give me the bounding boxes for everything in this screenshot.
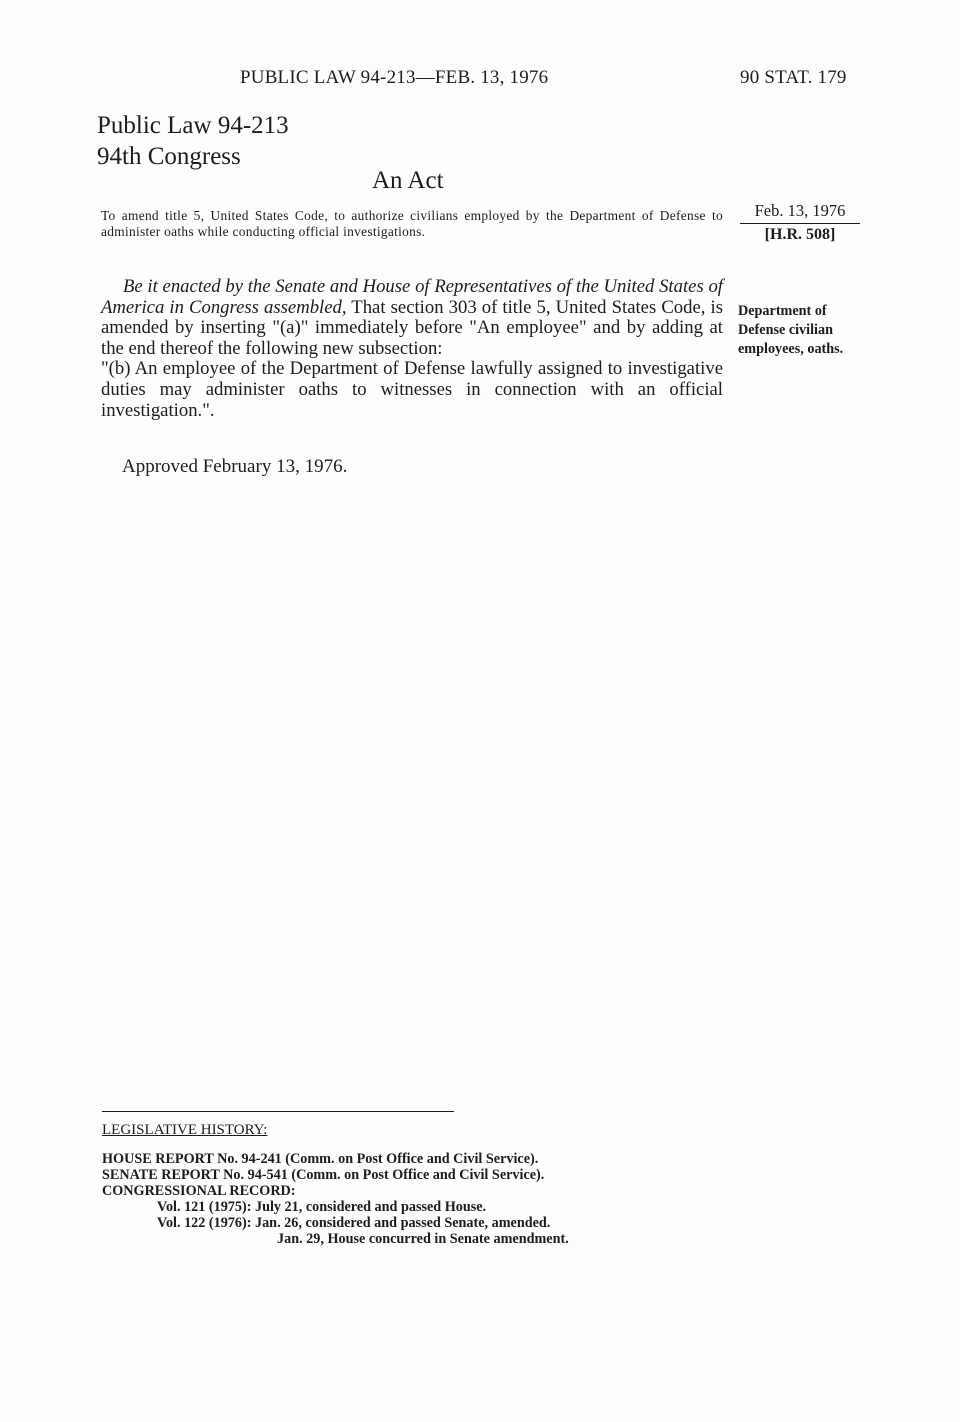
record-vol-121: Vol. 121 (1975): July 21, considered and passed House. <box>157 1198 487 1215</box>
act-purpose: To amend title 5, United States Code, to authorize civilians employed by the Department of Defense to administer oaths while conducting official investigations. <box>101 208 723 239</box>
margin-date: Feb. 13, 1976 <box>740 201 860 224</box>
side-note-line: Department of <box>738 303 827 319</box>
congressional-record-label: CONGRESSIONAL RECORD: <box>102 1182 296 1199</box>
enacting-text: That section 303 of title 5, United States Code, is amended by inserting "(a)" immediately before "An employee" and by adding at the end thereof the following new subsection: <box>101 296 723 359</box>
approval-date: Approved February 13, 1976. <box>122 456 348 477</box>
subsection-b-text: "(b) An employee of the Department of Defense lawfully assigned to investigative duties may administer oaths to witnesses in connection with an official investigation.". <box>101 358 723 421</box>
record-vol-122-continued: Jan. 29, House concurred in Senate amendment. <box>277 1230 569 1247</box>
enacting-clause: Be it enacted by the Senate and House of Representatives of the United States of America in Congress assembled, <box>101 276 723 318</box>
margin-date-box <box>740 201 860 245</box>
enacting-paragraph <box>101 277 723 359</box>
side-note-line: employees, oaths. <box>738 341 844 357</box>
congress-number: 94th Congress <box>97 143 241 170</box>
side-note <box>738 302 868 359</box>
house-report: HOUSE REPORT No. 94-241 (Comm. on Post Office and Civil Service). <box>102 1151 539 1167</box>
senate-report: SENATE REPORT No. 94-541 (Comm. on Post Office and Civil Service). <box>102 1166 545 1183</box>
legislative-history-heading: LEGISLATIVE HISTORY: <box>102 1122 268 1138</box>
running-header: PUBLIC LAW 94-213—FEB. 13, 1976 <box>240 67 549 88</box>
legislative-history-list <box>102 1152 569 1247</box>
act-heading: An Act <box>372 167 444 194</box>
history-divider <box>102 1111 454 1112</box>
side-note-line: Defense civilian <box>738 322 833 338</box>
act-body <box>101 277 723 421</box>
public-law-title: Public Law 94-213 <box>97 112 289 139</box>
margin-bill-number: [H.R. 508] <box>764 226 836 243</box>
statutes-citation: 90 STAT. 179 <box>740 67 847 88</box>
record-vol-122: Vol. 122 (1976): Jan. 26, considered and passed Senate, amended. <box>157 1214 551 1231</box>
